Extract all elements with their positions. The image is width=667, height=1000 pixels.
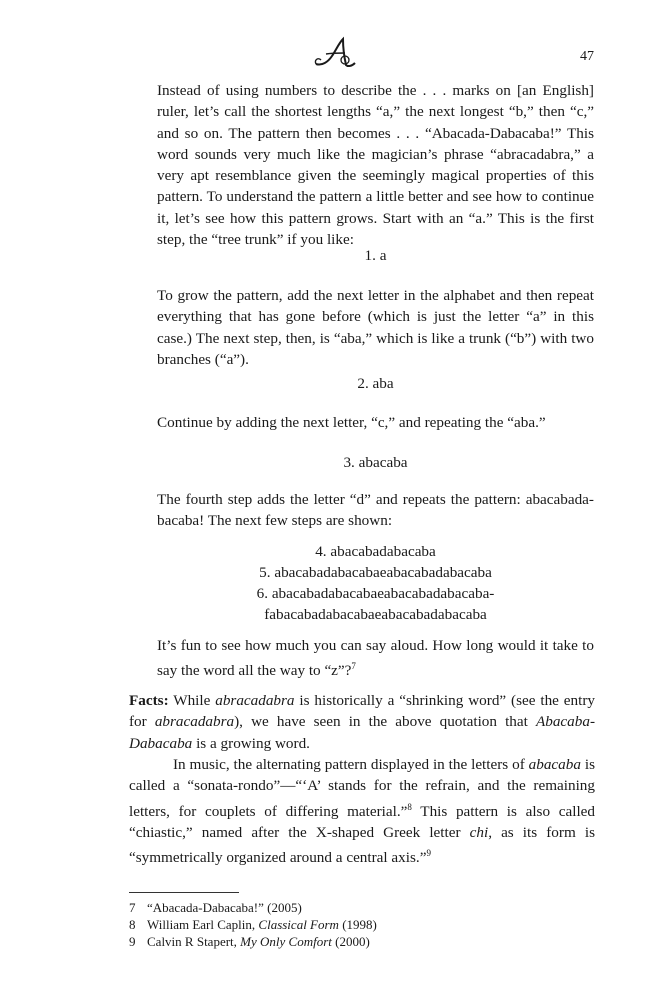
music-text: , as its form is “symmetrically organized around a central axis.” — [129, 823, 595, 867]
quote-paragraph-5-text: It’s fun to see how much you can say aloud. How long would it take to say the word all the way to “z”? — [157, 637, 594, 680]
step-3: 3. abacaba — [343, 454, 408, 471]
quote-paragraph-4: The fourth step adds the letter “d” and repeats the pattern: abacabada-bacaba! The next few steps are shown: — [157, 491, 594, 530]
ornate-letter-a-icon — [312, 36, 358, 70]
step-4: 4. abacabadabacaba — [315, 543, 436, 560]
facts-label: Facts: — [129, 692, 169, 709]
music-text: is called a “sonata-rondo”—“‘A’ stands for the refrain, and the remaining letters, for couplets of differing material.” — [129, 756, 595, 820]
footnote-title: Classical Form — [258, 917, 339, 932]
facts-italic: abracadabra — [154, 713, 235, 731]
music-text: This pattern is also called “chiastic,” named after the X-shaped Greek letter — [129, 802, 595, 841]
footnote-text: William Earl Caplin, — [147, 917, 259, 932]
footnote-text: (1998) — [338, 917, 377, 932]
facts-text: is a growing word. — [192, 734, 310, 752]
footnote-ref-7: 7 — [351, 661, 356, 672]
facts-text: While — [168, 692, 216, 709]
footnote-number: 9 — [129, 934, 136, 949]
footnote-number: 7 — [129, 900, 136, 915]
music-italic: chi — [469, 823, 489, 841]
footnote-9 — [129, 934, 370, 950]
facts-paragraph — [129, 690, 595, 754]
music-paragraph — [129, 754, 595, 869]
step-1: 1. a — [364, 247, 387, 264]
facts-italic: Abacaba-Dabacaba — [129, 713, 595, 752]
step-6-line-1: 6. abacabadabacabaeabacabadabacaba- — [256, 585, 495, 602]
music-text: In music, the alternating pattern displayed in the letters of — [173, 756, 529, 773]
facts-text: ), we have seen in the above quotation that — [234, 713, 536, 731]
step-6-line-2: fabacabadabacabaeabacabadabacaba — [264, 606, 487, 623]
page-number: 47 — [580, 49, 594, 64]
quote-paragraph-1: Instead of using numbers to describe the . . . marks on [an English] ruler, let’s call the shortest lengths “a,” the next longest “b,” then “c,” and so on. The pattern then becomes . . . “Abacada-Dabacaba!” This word sounds very much like the magician’s phrase “abracadabra,” a very apt resemblance given the seemingly magical properties of this pattern. To understand the pattern a little better and see how to continue it, let’s see how this pattern grows. Start with an “a.” This is the first step, the “tree trunk” if you like: — [157, 82, 594, 249]
footnote-number: 8 — [129, 917, 136, 932]
footnote-text: “Abacada-Dabacaba!” (2005) — [147, 900, 302, 915]
footnote-ref-9: 9 — [426, 848, 431, 859]
quote-paragraph-3: Continue by adding the next letter, “c,” and repeating the “aba.” — [157, 414, 546, 431]
footnote-text: (2000) — [331, 934, 370, 949]
music-italic: abacaba — [528, 756, 581, 773]
footnote-divider — [129, 892, 239, 893]
step-2: 2. aba — [357, 375, 394, 392]
facts-italic: abracadabra — [215, 692, 295, 709]
quote-paragraph-5 — [157, 635, 594, 682]
footnote-title: My Only Comfort — [240, 934, 332, 949]
footnote-7 — [129, 900, 302, 916]
footnote-ref-8: 8 — [407, 801, 412, 812]
step-5: 5. abacabadabacabaeabacabadabacaba — [259, 564, 492, 581]
footnote-8 — [129, 917, 377, 933]
footnote-text: Calvin R Stapert, — [147, 934, 241, 949]
facts-text: is historically a “shrinking word” (see the entry for — [129, 692, 595, 731]
quote-paragraph-2: To grow the pattern, add the next letter in the alphabet and then repeat everything that has gone before (which is just the letter “a” in this case.) The next step, then, is “aba,” which is like a trunk (“b”) with two branches (“a”). — [157, 287, 594, 368]
